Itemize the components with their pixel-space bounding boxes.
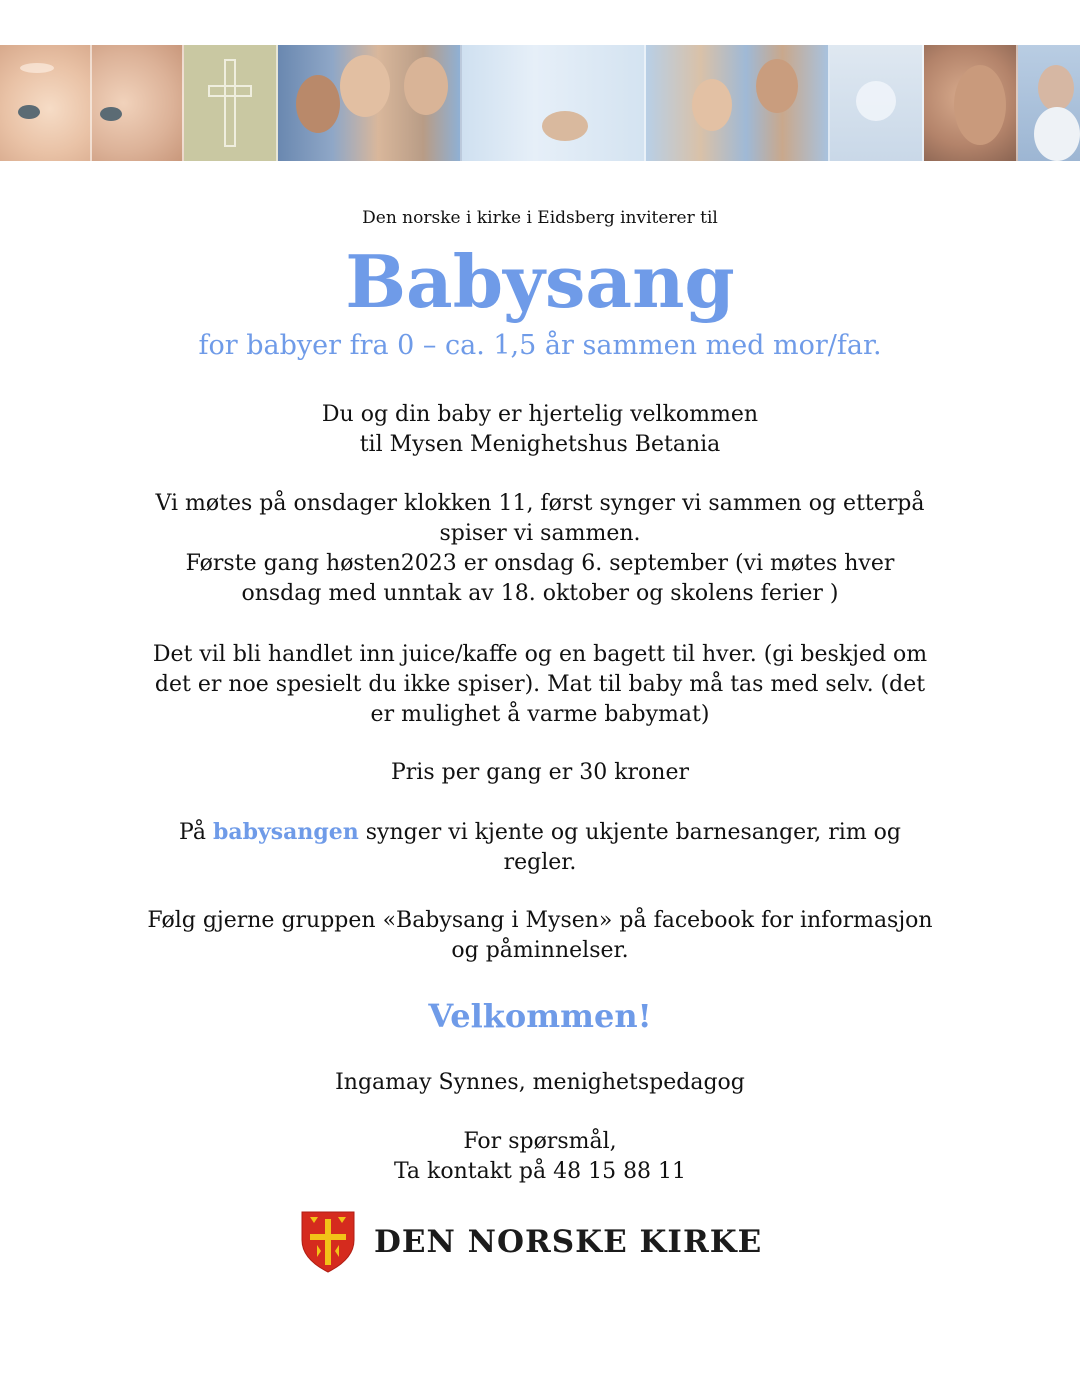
text-line: Ta kontakt på 48 15 88 11	[393, 1159, 687, 1184]
text-line: og påminnelser.	[451, 938, 629, 963]
logo-text: DEN NORSKE KIRKE	[374, 1224, 763, 1260]
page-title: Babysang	[345, 239, 735, 324]
baby-photo-icon	[92, 45, 184, 161]
welcome-paragraph	[0, 400, 1080, 460]
text-line: Det vil bli handlet inn juice/kaffe og en bagett til hver. (gi beskjed om	[152, 642, 928, 667]
header-banner	[0, 45, 1080, 161]
church-shield-icon	[300, 1210, 356, 1274]
text-line: det er noe spesielt du ikke spiser). Mat til baby må tas med selv. (det	[154, 672, 926, 697]
intro-line: Den norske i kirke i Eidsberg inviterer til	[362, 208, 718, 228]
text-fragment: På	[179, 820, 213, 845]
contact-paragraph	[0, 1127, 1080, 1187]
baby-photo-icon	[0, 45, 92, 161]
hands-photo-icon	[462, 45, 646, 161]
text-line	[0, 817, 1080, 848]
text-line: spiser vi sammen.	[439, 521, 641, 546]
text-line: Du og din baby er hjertelig velkommen	[321, 402, 759, 427]
text-line: Vi møtes på onsdager klokken 11, først synger vi sammen og etterpå	[155, 491, 925, 516]
text-line: For spørsmål,	[463, 1129, 617, 1154]
subtitle: for babyer fra 0 – ca. 1,5 år sammen med mor/far.	[198, 330, 882, 361]
grief-photo-icon	[924, 45, 1018, 161]
text-line: Første gang høsten2023 er onsdag 6. september (vi møtes hver	[185, 551, 895, 576]
welcome-heading: Velkommen!	[428, 997, 652, 1035]
cross-ornament-icon	[184, 45, 278, 161]
babysangen-highlight: babysangen	[212, 819, 359, 845]
food-paragraph	[0, 640, 1080, 730]
elderly-man-photo-icon	[1018, 45, 1080, 161]
text-line: regler.	[503, 850, 577, 875]
songs-paragraph	[0, 817, 1080, 878]
price-line: Pris per gang er 30 kroner	[390, 760, 689, 785]
signature: Ingamay Synnes, menighetspedagog	[335, 1070, 745, 1095]
text-line: er mulighet å varme babymat)	[370, 702, 710, 727]
family-photo-icon	[278, 45, 462, 161]
meeting-paragraph	[0, 489, 1080, 609]
church-logo	[300, 1210, 762, 1274]
text-fragment: synger vi kjente og ukjente barnesanger, rim og	[358, 820, 901, 845]
text-line: til Mysen Menighetshus Betania	[359, 432, 721, 457]
follow-paragraph	[0, 906, 1080, 966]
couple-photo-icon	[646, 45, 830, 161]
dove-icon	[830, 45, 924, 161]
text-line: Følg gjerne gruppen «Babysang i Mysen» på facebook for informasjon	[147, 908, 933, 933]
text-line: onsdag med unntak av 18. oktober og skolens ferier )	[241, 581, 839, 606]
